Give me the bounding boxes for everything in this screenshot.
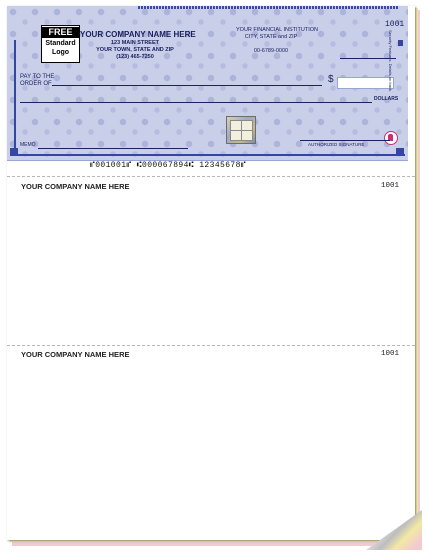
written-amount-line[interactable] [20,102,372,103]
bank-routing-fraction: 00-6789-0000 [253,48,289,54]
stub-company-name: YOUR COMPANY NAME HERE [21,350,130,359]
logo-line-1: Standard [45,40,76,47]
perforation-line [7,176,415,177]
signature-label: AUTHORIZED SIGNATURE [308,142,365,147]
micr-line: ⑈001001⑈ ⑆000067894⑆ 12345678⑈ [90,161,247,170]
padlock-icon [384,131,398,145]
bank-city-state-zip: CITY, STATE and ZIP [244,34,298,40]
stub-check-number: 1001 [381,182,400,190]
dollars-label: DOLLARS [374,96,399,102]
bank-name: YOUR FINANCIAL INSTITUTION [236,27,318,33]
pay-to-label-line-2: ORDER OF [20,81,52,87]
hologram-cell [241,130,253,141]
logo-line-2: Logo [51,49,70,56]
check-corner [396,148,404,156]
perforation-line [7,345,415,346]
stub-check-number: 1001 [381,350,400,358]
hologram-icon [226,116,256,144]
security-features-text: Security Features. Details on back. [388,30,393,93]
company-name: YOUR COMPANY NAME HERE [80,30,196,39]
memo-label: MEMO [20,142,36,148]
company-logo [41,25,80,63]
check-number: 1001 [385,20,405,29]
memo-line[interactable] [38,148,188,149]
company-city-state-zip: YOUR TOWN, STATE AND ZIP [96,47,174,53]
logo-free-label: FREE [42,27,79,38]
check-corner [10,148,18,156]
company-phone: (123) 465-7250 [116,54,154,60]
stub-company-name: YOUR COMPANY NAME HERE [21,182,130,191]
company-street: 123 MAIN STREET [111,40,159,46]
pay-to-label-line-1: PAY TO THE [20,74,55,80]
signature-line[interactable] [300,140,390,141]
dollar-sign: $ [328,74,334,85]
payee-line[interactable] [52,85,322,86]
check-corner [398,40,403,46]
microprint-line [138,6,398,9]
amount-box[interactable] [337,77,394,89]
logo-text [42,39,79,57]
